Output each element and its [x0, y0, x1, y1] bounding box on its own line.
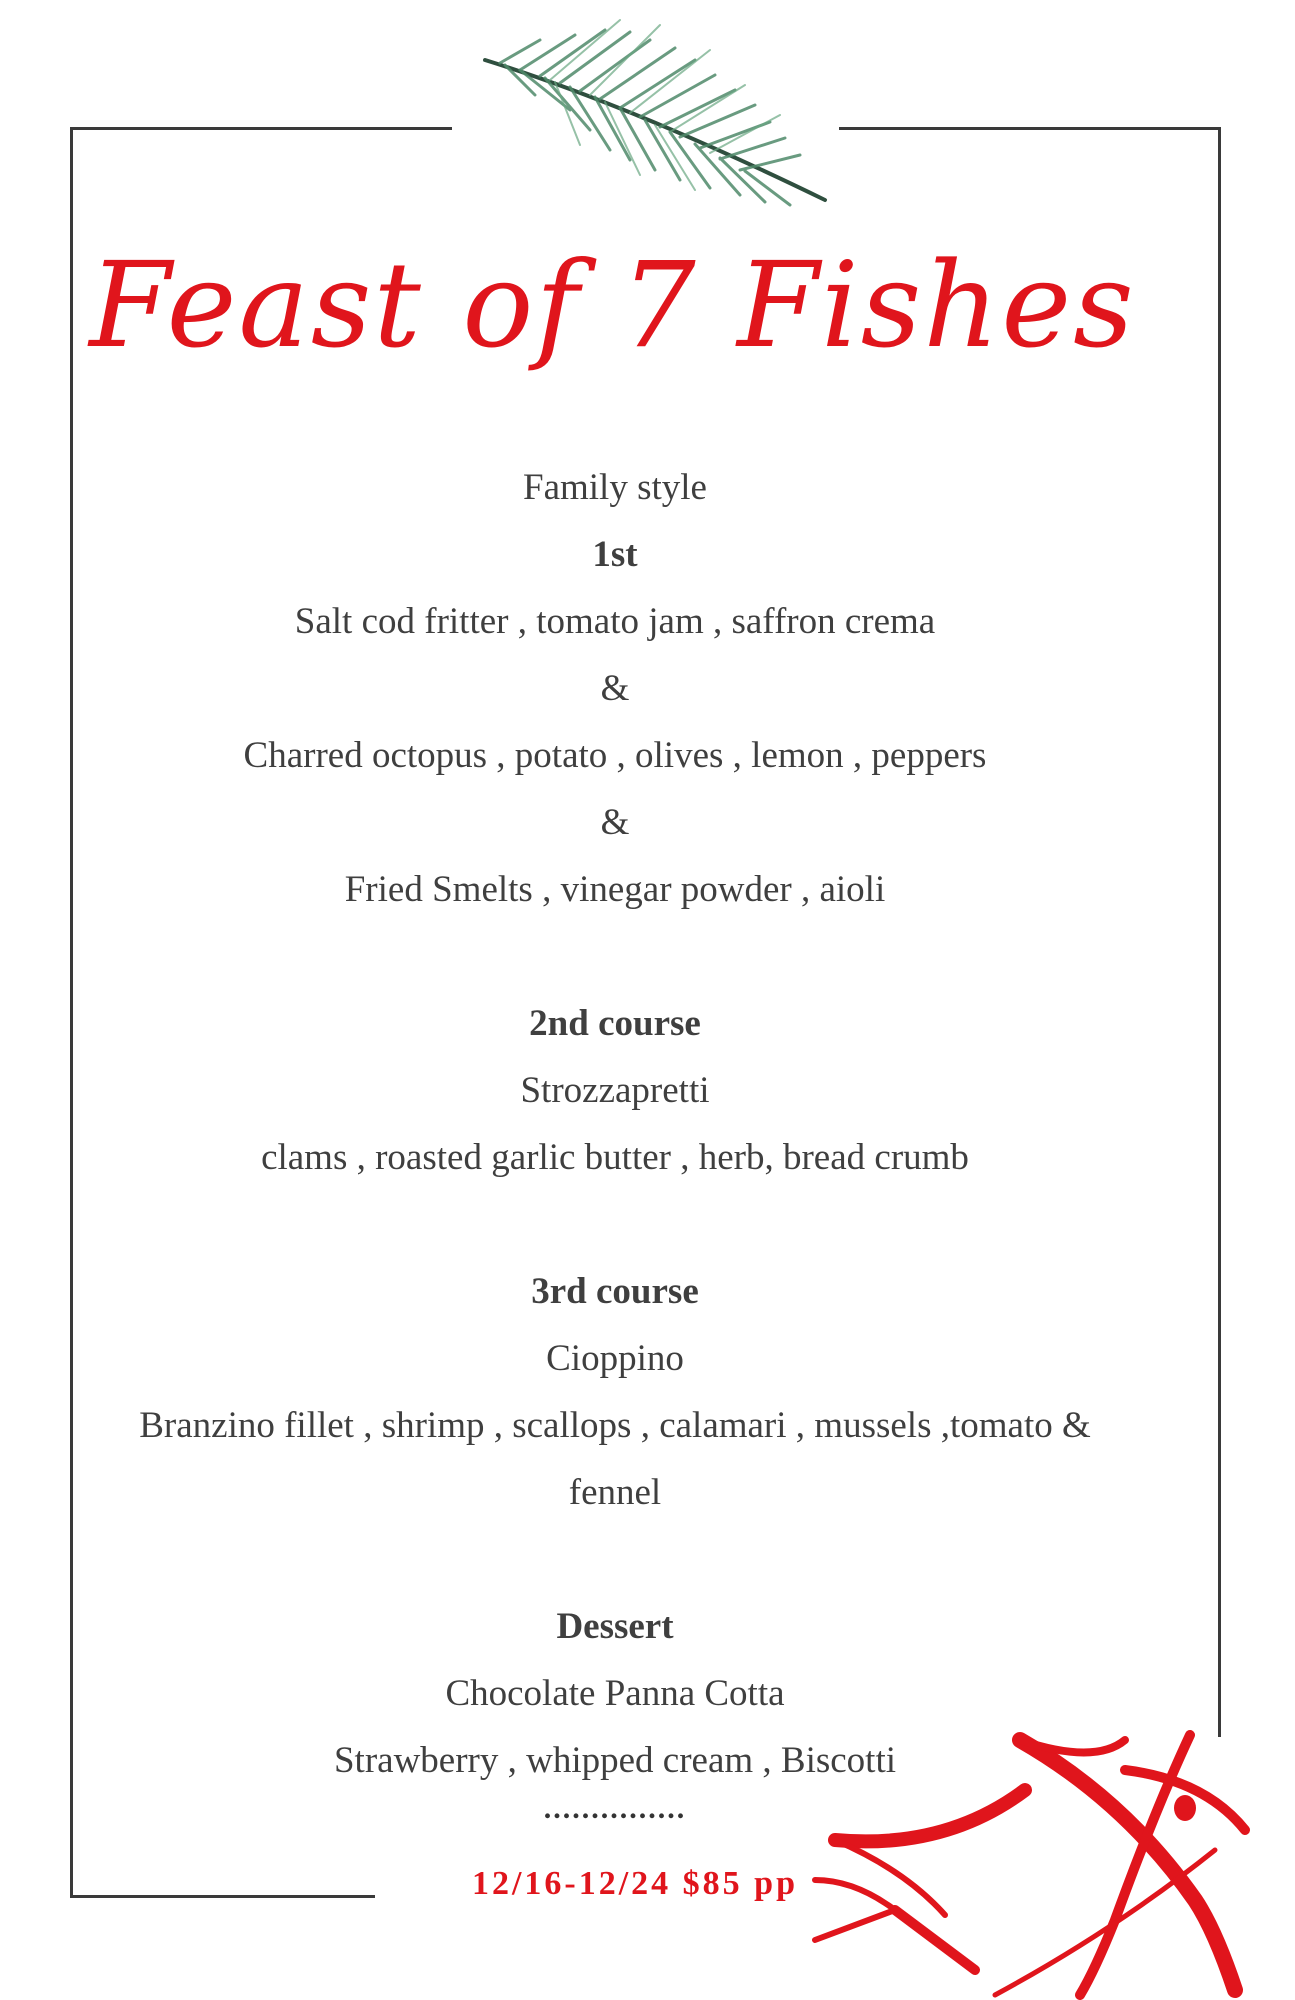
- dish-line: Branzino fillet , shrimp , scallops , calamari , mussels ,tomato &: [139, 1405, 1091, 1446]
- dish-line: fennel: [568, 1472, 662, 1513]
- spacer: [90, 923, 1140, 990]
- spacer: [90, 1526, 1140, 1593]
- course-heading-second: 2nd course: [529, 1003, 701, 1044]
- course-heading-first: 1st: [592, 534, 638, 575]
- fish-logo-icon: [795, 1730, 1295, 2000]
- dish-name: Chocolate Panna Cotta: [445, 1673, 785, 1714]
- course-heading-third: 3rd course: [531, 1271, 699, 1312]
- dish-name: Strozzapretti: [520, 1070, 710, 1111]
- dish-line: Salt cod fritter , tomato jam , saffron crema: [294, 601, 936, 642]
- serving-style: Family style: [523, 467, 707, 508]
- pine-branch-icon: [480, 10, 840, 210]
- ampersand-separator: &: [600, 668, 630, 709]
- dish-line: Fried Smelts , vinegar powder , aioli: [344, 869, 886, 910]
- frame-left-line: [70, 127, 73, 1898]
- spacer: [90, 1191, 1140, 1258]
- dotted-divider: ...............: [543, 1792, 687, 1825]
- dish-line: Charred octopus , potato , olives , lemon , peppers: [243, 735, 987, 776]
- ampersand-separator: &: [600, 802, 630, 843]
- frame-top-left-line: [70, 127, 452, 130]
- dish-name: Cioppino: [546, 1338, 684, 1379]
- frame-bottom-line: [70, 1895, 375, 1898]
- frame-top-right-line: [839, 127, 1221, 130]
- price-dates: 12/16-12/24 $85 pp: [471, 1865, 799, 1902]
- menu-body: [90, 454, 1140, 1834]
- dish-line: clams , roasted garlic butter , herb, bread crumb: [261, 1137, 969, 1178]
- course-heading-dessert: Dessert: [556, 1606, 674, 1647]
- dish-line: Strawberry , whipped cream , Biscotti: [333, 1740, 897, 1781]
- menu-title: Feast of 7 Fishes: [89, 236, 1136, 374]
